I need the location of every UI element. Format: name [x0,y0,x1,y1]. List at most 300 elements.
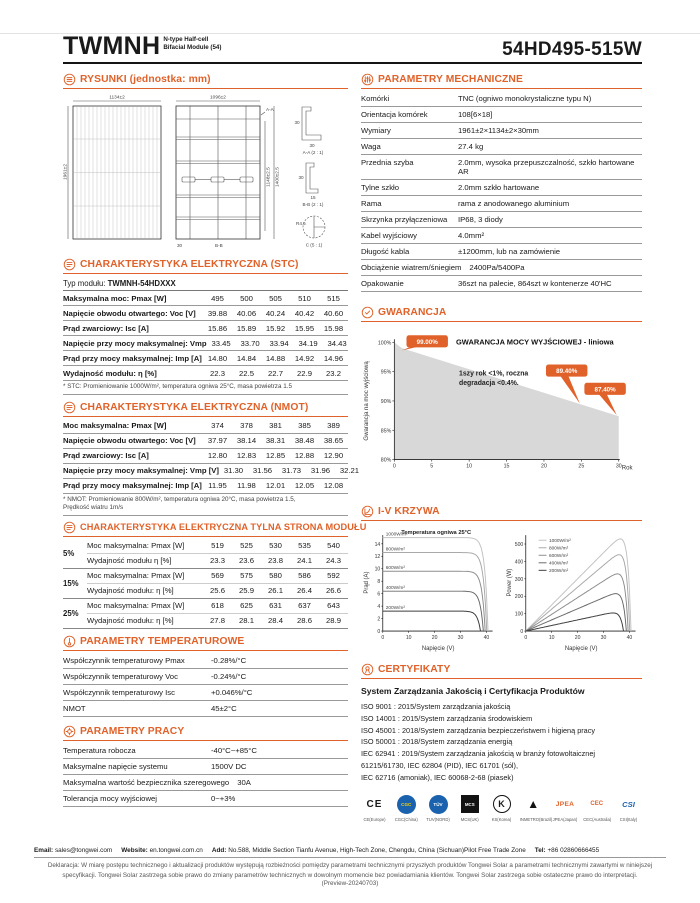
cell-value: 618 [211,601,224,610]
model-name: TWMNH [63,32,161,60]
cell-value: 389 [327,421,340,430]
nmot-footnote-2: Prędkość wiatru 1m/s [63,504,348,516]
row-label: Moc maksymalna: Pmax [W] [87,541,185,550]
tuv-mark-icon: TÜV [429,795,448,814]
pv-power-chart [504,527,643,654]
row-value: 1961±2×1134±2×30mm [458,126,539,135]
row-label: Napięcie przy mocy maksymalnej: Vmp [63,338,207,348]
table-row [87,584,348,598]
cell-value: 23.2 [326,368,341,378]
section-title: PARAMETRY TEMPERATUROWE [80,635,245,647]
logo-caption: KS(Korea) [491,816,512,822]
back-dim2: 1400±2.5 [275,167,281,187]
chart-text: 1000W/m² [385,532,408,538]
brand [63,34,221,59]
footer-preview-tag: (Preview-20240703) [321,880,379,887]
cell-value: 637 [298,601,311,610]
row-label: Prąd zwarciowy: Isc [A] [63,451,149,460]
cec-mark-icon: CEC [590,801,604,808]
section-title: CHARAKTERYSTYKA ELEKTRYCZNA (STC) [80,259,299,270]
chart-text: 4 [377,604,381,611]
cell-value: 26.1 [268,586,283,595]
bifacial-gain: 5% [63,548,75,558]
row-label: Maksymalne napięcie systemu [63,761,168,771]
table-row [361,139,642,155]
cell-value: 569 [211,571,224,580]
footer [34,847,666,887]
cert-line: ISO 50001 : 2018/System zarządzania energią [361,737,513,747]
chart-text: 100% [377,340,392,347]
cert-logo-ks [488,794,515,822]
chart-text: 0 [523,634,527,641]
row-value: +0.046%/°C [211,687,253,697]
row-label: Współczynnik temperaturowy Isc [63,687,175,697]
cell-value: 11.98 [237,481,256,490]
table-row [63,669,348,685]
cell-value: 32.21 [339,466,360,475]
cell-value: 15.95 [294,323,315,333]
section-header [63,258,348,274]
cell-value: 31.30 [223,466,244,475]
detail-bb [298,163,323,207]
cell-value: 15.89 [236,323,257,333]
row-label: Wydajność modułu: η [%] [63,368,157,378]
table-row [63,759,348,775]
chart-text: 0 [392,463,396,470]
cell-value: 24.1 [297,556,312,565]
row-label: NMOT [63,703,86,713]
cell-value: 12.88 [294,451,315,460]
marker-bb: B-B [215,243,223,248]
cell-value: 22.9 [297,368,312,378]
section-header [361,663,642,679]
row-value: 30A [237,777,251,787]
cell-value: 11.95 [208,481,227,490]
jpea-mark-icon: JPEA [555,800,575,808]
iv-ylabel: Prąd (A) [363,571,370,594]
power-legend [538,538,571,574]
chart-text: 40 [483,634,490,641]
section-title: CHARAKTERYSTYKA ELEKTRYCZNA TYLNA STRONA MODUŁU [80,522,367,532]
table-row [63,791,348,807]
cert-line: IEC 62941 : 2019/System zarządzania jakością w branży fotowoltaicznej [361,749,596,759]
chart-text: 30 [457,634,464,641]
rear-table [63,539,348,629]
detail-a-width: 30 [309,143,315,148]
detail-a-height: 30 [294,120,300,125]
table-row [87,599,348,614]
row-value: 45±2°C [211,703,237,713]
logo-caption: INMETRO(Brazil) [519,816,553,822]
email-value: sales@tongwei.com [54,847,113,855]
table-row [63,685,348,701]
cell-value: 12.05 [294,481,315,490]
section-header [361,73,642,89]
chart-text: 5 [430,463,434,470]
detail-c [296,216,325,248]
module-type-label: Typ modułu: [63,278,106,288]
logo-caption: CSI(Italy) [619,816,638,822]
cell-value: 34.19 [298,338,318,348]
footer-website [121,847,203,854]
cell-value: 535 [298,541,311,550]
row-label: Obciążenie wiatrem/śniegiem [361,263,462,272]
table-row [361,155,642,180]
rear-group [63,569,348,599]
cert-logo-mcs [456,794,483,822]
cell-value: 580 [269,571,282,580]
chart-text: 600W/m² [548,554,568,560]
row-label: Prąd zwarciowy: Isc [A] [63,323,149,333]
electrical-list-icon [63,521,76,534]
cell-value: 40.42 [294,308,315,318]
marker-aa: A-A [266,107,274,112]
iv-xlabel: Napięcie (V) [421,645,455,652]
email-label: Email: [34,847,54,855]
table-row [87,554,348,568]
cell-value: 40.06 [236,308,257,318]
row-label: Moc maksymalna: Pmax [W] [63,421,167,430]
cell-value: 34.43 [327,338,347,348]
page-header [63,34,642,64]
row-value: -0.28%/°C [211,655,247,665]
table-row [361,91,642,107]
warranty-area [394,342,618,459]
power-curve [525,594,626,631]
cell-value: 14.96 [323,353,344,363]
section-header [63,73,348,89]
row-value: rama z anodowanego aluminium [458,199,570,208]
cert-logo-cec [583,794,610,822]
cell-value: 23.8 [268,556,283,565]
row-value: 1500V DC [211,761,247,771]
medal-icon [361,663,374,676]
cell-value: 23.6 [239,556,254,565]
cert-logo-ce [361,794,388,822]
table-row [63,479,348,494]
iv-charts [361,527,642,654]
cert-logo-cgc [393,794,420,822]
cell-value: 12.85 [265,451,286,460]
cell-value: 586 [298,571,311,580]
section-certificates [361,663,642,822]
table-row [63,351,348,366]
ce-mark-icon: CE [366,798,383,810]
cell-value: 37.97 [207,436,228,445]
back-width-dim: 1096±2 [210,95,226,101]
row-value: 0~+3% [211,793,236,803]
callout-year1 [402,335,448,350]
cell-value: 12.01 [265,481,286,490]
address-value: No.588, Middle Section Tianfu Avenue, High-Tech Zone, Chengdu, China (Sichuan)Pilot Free Trade Zone [228,847,526,855]
row-label: Kabel wyjściowy [361,231,417,240]
row-label: Napięcie obwodu otwartego: Voc [V] [63,436,196,445]
cell-value: 505 [269,293,282,303]
power-xlabel: Napięcie (V) [564,645,597,652]
chart-text: 400 [514,559,523,566]
cell-value: 525 [240,541,253,550]
drawings-icon [63,73,76,86]
detail-b-height: 30 [298,175,304,180]
row-label: Rama [361,199,382,208]
cell-value: 33.94 [269,338,289,348]
cell-value: 25.9 [239,586,254,595]
cell-value: 28.9 [326,616,341,625]
logo-caption: CE(Europe) [363,816,386,822]
nmot-table [63,419,360,494]
cell-value: 500 [240,293,253,303]
cell-value: 495 [211,293,224,303]
temperature-table [63,653,348,717]
cert-logos [361,794,642,822]
callout-value: 99.00% [416,338,438,346]
back-dim1: 1148±2.5 [266,167,272,187]
section-title: RYSUNKI (jednostka: mm) [80,74,211,85]
cell-value: 631 [269,601,282,610]
row-label: Współczynnik temperaturowy Pmax [63,655,185,665]
cell-value: 510 [298,293,311,303]
table-row [361,228,642,244]
cell-value: 33.45 [211,338,231,348]
right-column [361,73,642,829]
detail-aa [294,107,323,155]
row-label: Orientacja komórek [361,110,428,119]
cell-value: 38.65 [323,436,344,445]
row-label: Wymiary [361,126,391,135]
section-header [63,725,348,741]
table-row [63,321,348,336]
power-range: 54HD495-515W [502,39,642,60]
section-header [63,635,348,651]
row-label: Wydajność modułu: η [%] [87,616,174,625]
chart-text: 15 [503,463,510,470]
footer-divider [34,857,666,858]
chart-text: 8 [377,579,381,586]
warranty-ylabel: Gwarancja na moc wyjściową [364,361,371,441]
logo-caption: MCS(UK) [460,816,479,822]
table-row [361,212,642,228]
chart-text: 10 [405,634,412,641]
cert-logo-tuv [425,794,452,822]
section-title: GWARANCJA [378,307,447,318]
row-value: 2400Pa/5400Pa [469,263,525,272]
table-row [63,336,348,351]
stc-table [63,291,348,381]
cell-value: 14.84 [236,353,257,363]
section-warranty [361,306,642,487]
callout-value: 87.40% [594,386,616,394]
chart-text: 12 [374,554,381,561]
row-value: 36szt na palecie, 864szt w kontenerze 40'HC [458,279,612,288]
cell-value: 22.3 [210,368,225,378]
table-row [361,244,642,260]
chart-text: 0 [381,634,385,641]
cell-value: 28.6 [297,616,312,625]
iv-curve [383,611,481,631]
cell-value: 374 [211,421,224,430]
iv-chart-title: Temperatura ogniwa 25°C [401,530,472,537]
chart-text: 400W/m² [385,585,405,591]
cell-value: 643 [327,601,340,610]
cell-value: 38.48 [294,436,315,445]
module-type-row [63,276,348,291]
rear-group [63,539,348,569]
front-width-dim: 1134±2 [109,95,125,101]
cell-value: 31.73 [281,466,302,475]
junction-boxes [182,177,253,182]
mcs-mark-icon: MCS [461,795,479,813]
row-label: Długość kabla [361,247,410,256]
chart-text: 800W/m² [385,547,405,553]
table-row [63,366,348,381]
cell-value: 22.7 [268,368,283,378]
chart-text: 200W/m² [385,605,405,611]
cell-value: 15.98 [323,323,344,333]
cell-value: 14.80 [207,353,228,363]
row-label: Napięcie obwodu otwartego: Voc [V] [63,308,196,318]
table-row [63,464,360,479]
cell-value: 592 [327,571,340,580]
table-row [63,291,348,306]
chart-text: 25 [578,463,585,470]
logo-caption: CGC(China) [394,816,418,822]
cell-value: 38.14 [236,436,257,445]
cert-line: 61215/61730, IEC 62804 (PID), IEC 61701 (sól), [361,761,518,771]
row-label: Współczynnik temperaturowy Voc [63,671,178,681]
chart-text: 30 [600,634,606,641]
section-drawings [63,73,348,254]
front-height-dim: 1961±2 [63,164,69,180]
row-label: Prąd przy mocy maksymalnej: Imp [A] [63,353,202,363]
mechanical-table [361,91,642,292]
detail-c-radius: R4.5 [296,221,306,226]
rear-group [63,599,348,629]
row-label: Wydajność modułu: η [%] [87,586,174,595]
chart-text: 600W/m² [385,566,405,572]
cell-value: 40.60 [323,308,344,318]
cell-value: 24.3 [326,556,341,565]
cell-value: 23.3 [210,556,225,565]
chart-text: 10 [374,566,381,573]
row-value: IP68, 3 diody [458,215,503,224]
inmetro-mark-icon: ▲ [527,797,540,812]
cell-value: 385 [298,421,311,430]
cell-value: 27.8 [210,616,225,625]
tel-value: +86 02860666455 [547,847,600,855]
table-row [361,196,642,212]
logo-caption: CEC(Australia) [583,816,612,822]
row-label: Napięcie przy mocy maksymalnej: Vmp [V] [63,466,219,475]
sliders-icon [361,73,374,86]
chart-text: 800W/m² [548,546,568,552]
tel-label: Tel: [534,847,546,855]
table-row [87,569,348,584]
table-row [63,306,348,321]
row-label: Temperatura robocza [63,745,136,755]
table-row [63,434,348,449]
footer-email [34,847,112,854]
row-label: Moc maksymalna: Pmax [W] [87,571,185,580]
footer-tel [535,847,599,854]
cell-value: 15.92 [265,323,286,333]
cell-value: 39.88 [207,308,228,318]
model-subtitle [163,36,221,52]
chart-text: 10 [466,463,473,470]
section-operating [63,725,348,807]
mounting-rails [176,106,260,239]
module-drawings [63,91,348,249]
cell-value: 26.6 [326,586,341,595]
chart-text: 85% [380,428,392,435]
cell-value: 33.70 [240,338,260,348]
table-row [87,614,348,628]
chart-text: 300 [514,576,523,583]
chart-text: 14 [374,541,381,548]
row-label: Przednia szyba [361,158,414,167]
cert-line: ISO 45001 : 2018/System zarządzania bezpieczeństwem i higieną pracy [361,725,596,735]
cert-line: ISO 14001 : 2015/System zarządzania środowiskiem [361,713,533,723]
table-row [361,260,642,276]
table-row [63,653,348,669]
detail-b-label: B-B (2 : 1) [302,202,324,207]
row-value: -40°C~+85°C [211,745,257,755]
table-row [63,701,348,717]
back-bottom-dim: 30 [177,243,183,248]
warranty-chart [361,330,642,482]
row-label: Prąd przy mocy maksymalnej: Imp [A] [63,481,202,490]
cell-value: 12.80 [207,451,228,460]
chart-text: 90% [380,398,392,405]
section-header [63,401,348,417]
logo-caption: TUV(NORD) [426,816,450,822]
table-row [361,107,642,123]
chart-text: 80% [380,457,392,464]
row-label: Tolerancja mocy wyjściowej [63,793,157,803]
cell-value: 381 [269,421,282,430]
gear-icon [63,725,76,738]
cell-value: 575 [240,571,253,580]
cert-heading: System Zarządzania Jakością i Certyfikacja Produktów [361,686,585,696]
section-iv [361,505,642,654]
row-label: Moc maksymalna: Pmax [W] [87,601,185,610]
cgc-mark-icon: CGC [397,795,416,814]
table-row [63,419,348,434]
iv-curve [383,571,485,631]
address-label: Add: [211,847,227,855]
contact-line [34,847,666,854]
cell-value: 530 [269,541,282,550]
cell-value: 31.56 [252,466,273,475]
csi-mark-icon: CSI [622,799,635,809]
cell-value: 38.31 [265,436,286,445]
row-value: 4.0mm² [458,231,485,240]
table-row [87,539,348,554]
section-header [361,505,642,521]
power-ylabel: Power (W) [506,568,513,597]
cell-grid [73,106,161,239]
iv-current-chart [361,527,500,654]
chart-text: 200W/m² [548,569,568,575]
row-label: Tylne szkło [361,183,400,192]
cell-value: 12.08 [323,481,344,490]
chart-text: 1000W/m² [548,539,571,545]
cert-logo-jpea [552,794,579,822]
cell-value: 40.24 [265,308,286,318]
row-label: Skrzynka przyłączeniowa [361,215,448,224]
cell-value: 625 [240,601,253,610]
module-type-value: TWMNH-54HDXXX [107,278,176,288]
section-title: CHARAKTERYSTYKA ELEKTRYCZNA (NMOT) [80,401,309,413]
